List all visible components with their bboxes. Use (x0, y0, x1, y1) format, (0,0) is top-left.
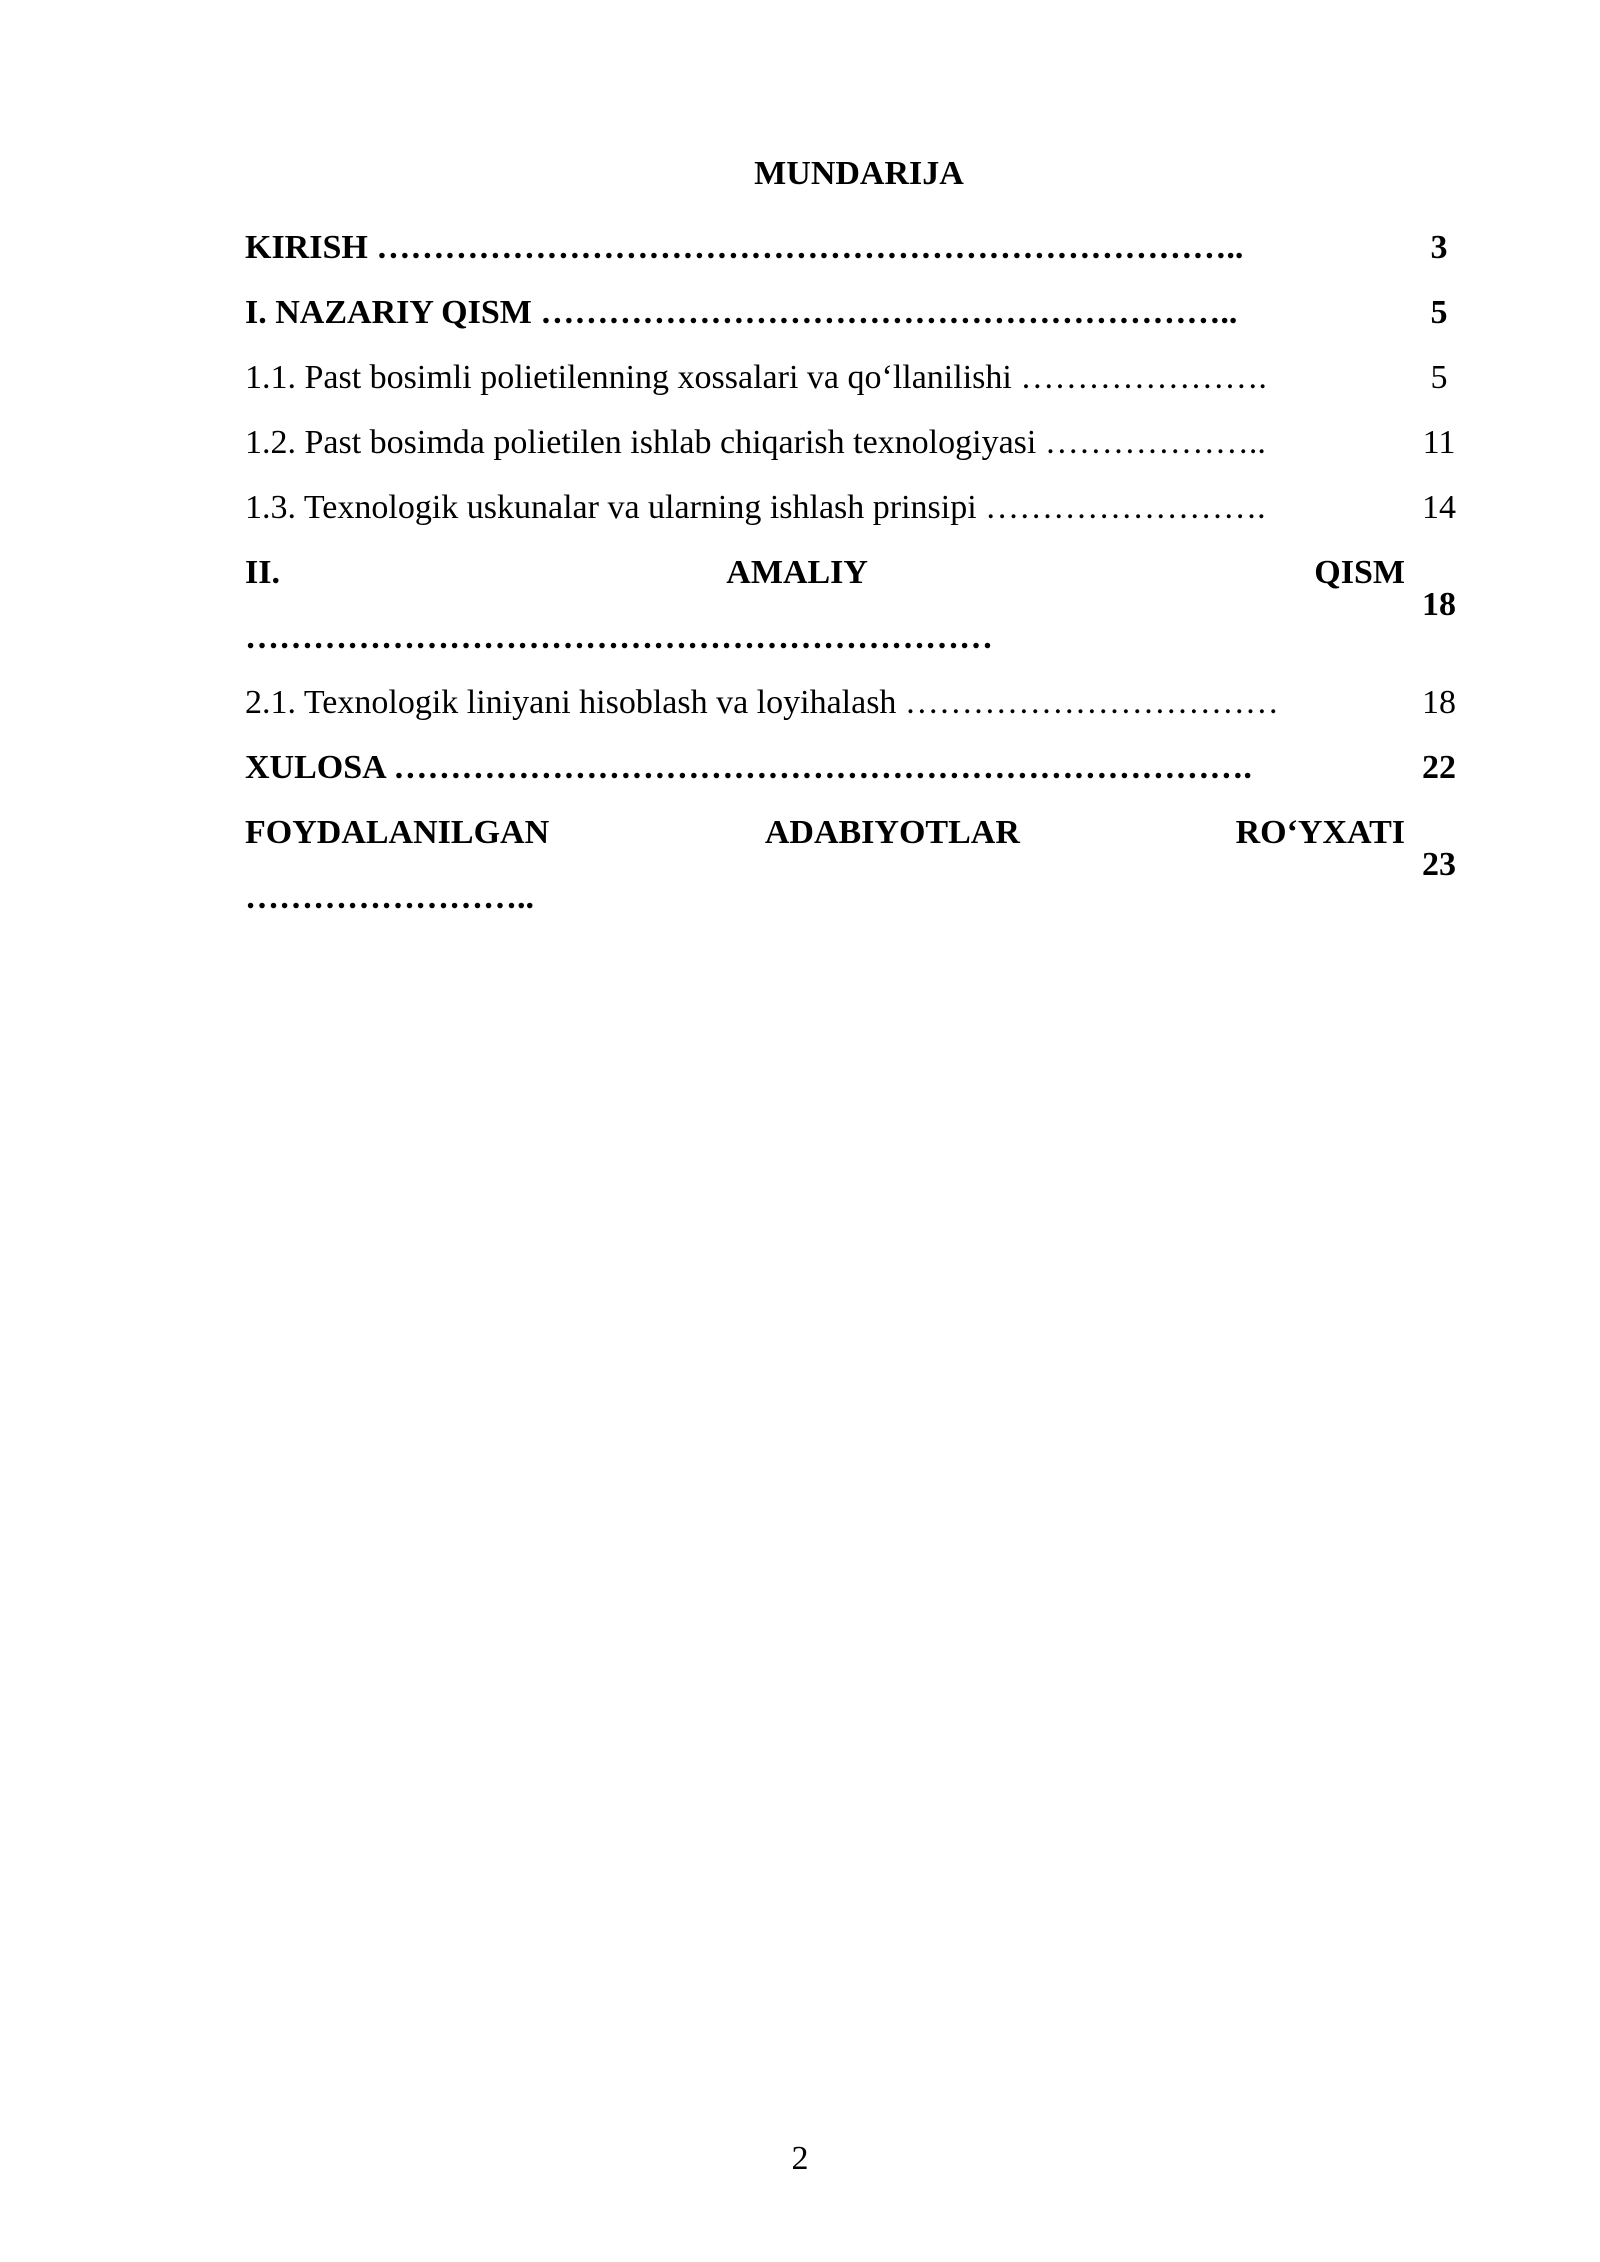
toc-entry-text (245, 800, 1405, 930)
toc-entry-amaliy-qism[interactable] (245, 540, 1473, 670)
toc-entry-page: 23 (1422, 846, 1456, 883)
toc-entry-text: 1.2. Past bosimda polietilen ishlab chiqarish texnologiyasi ……………….. (245, 424, 1266, 461)
toc-entry-1-3[interactable] (245, 475, 1473, 540)
toc-entry-page: 18 (1422, 683, 1456, 721)
toc-entry-word: II. (245, 554, 280, 591)
toc-entry-page: 14 (1422, 488, 1456, 526)
toc-entry-page: 5 (1430, 293, 1448, 331)
toc-entry-2-1[interactable] (245, 670, 1473, 735)
toc-entry-leader-dots: …………………….. (245, 879, 534, 916)
toc-entry-leader-dots: ………………………………………………………… (245, 619, 993, 656)
toc-entry-page: 22 (1422, 748, 1456, 786)
page-number: 2 (791, 2140, 809, 2177)
toc-entry-1-2[interactable] (245, 410, 1473, 475)
toc-entry-text: KIRISH ………………………………………………………………….. (245, 229, 1244, 266)
toc-entry-word: AMALIY (726, 554, 868, 591)
toc-entry-text: I. NAZARIY QISM …………………………………………………….. (245, 294, 1238, 331)
toc-entry-text: 1.1. Past bosimli polietilenning xossalari va qo‘llanilishi …………………. (245, 359, 1267, 396)
toc-entry-foydalanilgan-adabiyotlar[interactable] (245, 800, 1473, 930)
toc-entry-nazariy-qism[interactable] (245, 280, 1473, 345)
toc-entry-page: 5 (1430, 358, 1448, 396)
toc-entry-word: FOYDALANILGAN (245, 814, 550, 851)
toc-entry-page: 11 (1422, 423, 1456, 461)
toc-title: MUNDARIJA (754, 155, 964, 192)
toc-entry-text (245, 540, 1405, 670)
toc-entry-page: 18 (1422, 586, 1456, 623)
toc-entry-word: RO‘YXATI (1235, 814, 1405, 851)
toc-entry-heading-line (245, 540, 1405, 605)
toc-entry-text: XULOSA …………………………………………………………………. (245, 749, 1252, 786)
toc-entry-heading-line (245, 800, 1405, 865)
toc-entry-xulosa[interactable] (245, 735, 1473, 800)
toc-entry-page: 3 (1430, 228, 1448, 266)
toc-entry-word: QISM (1314, 554, 1405, 591)
toc-entry-word: ADABIYOTLAR (764, 814, 1020, 851)
toc-entry-1-1[interactable] (245, 345, 1473, 410)
table-of-contents (245, 215, 1473, 930)
toc-entry-text: 1.3. Texnologik uskunalar va ularning ishlash prinsipi ……………………. (245, 489, 1266, 526)
toc-entry-kirish[interactable] (245, 215, 1473, 280)
toc-entry-text: 2.1. Texnologik liniyani hisoblash va loyihalash …………………………… (245, 684, 1279, 721)
